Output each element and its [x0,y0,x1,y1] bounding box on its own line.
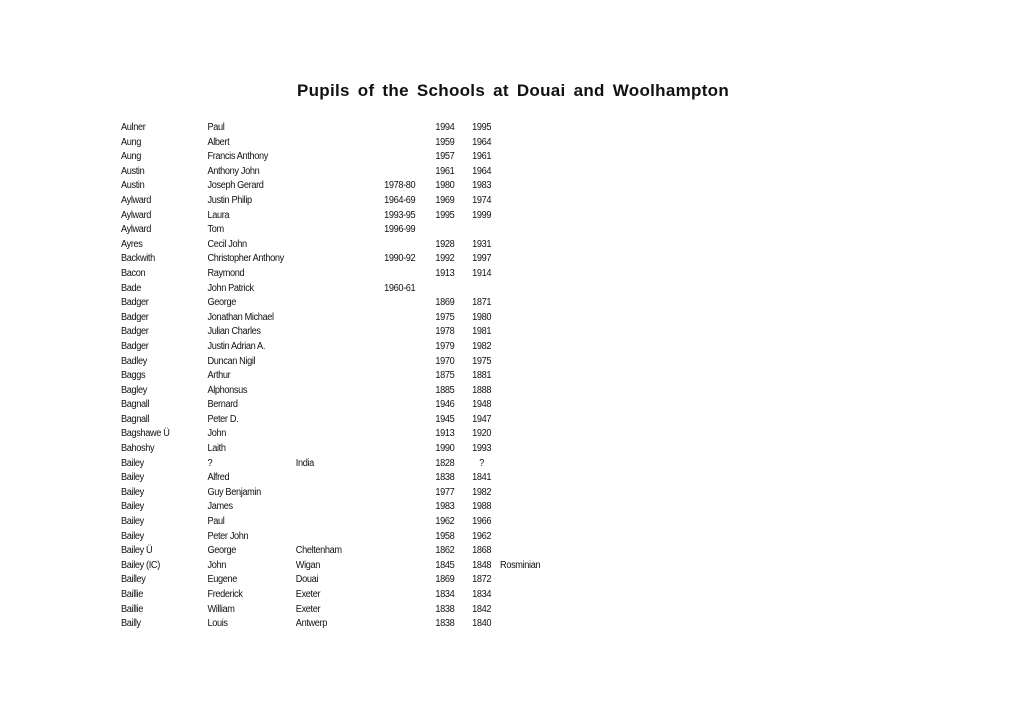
entry-year-cell: 1977 [435,486,455,498]
place-cell: India [295,457,314,469]
leaving-year-cell: 1964 [472,165,492,177]
surname-cell: Badger [121,340,149,352]
forenames-cell: Duncan Nigil [207,355,256,367]
leaving-year-cell: 1872 [472,574,492,586]
leaving-year-cell: 1993 [472,443,492,455]
entry-year-cell: 1834 [435,589,455,600]
forenames-cell: James [207,501,233,513]
forenames-cell: Tom [207,224,224,236]
forenames-cell: Joseph Gerard [207,180,264,192]
leaving-year-cell: 1988 [472,501,492,513]
leaving-year-cell: 1888 [472,384,492,396]
forenames-cell: Peter John [207,530,249,542]
entry-year-cell: 1913 [435,428,455,440]
forenames-cell: ? [207,457,213,469]
entry-year-cell: 1928 [435,238,455,250]
forenames-cell: Julian Charles [207,326,261,338]
entry-year-cell: 1885 [435,384,455,396]
surname-cell: Backwith [121,253,155,265]
prep-years-cell: 1978-80 [384,180,416,192]
leaving-year-cell: 1995 [472,122,492,133]
entry-year-cell: 1975 [435,311,455,323]
leaving-year-cell: 1981 [472,326,492,338]
surname-cell: Aylward [121,209,151,221]
entry-year-cell: 1828 [435,457,455,469]
forenames-cell: John Patrick [207,282,254,294]
leaving-year-cell: 1881 [472,370,492,382]
surname-cell: Bagnall [121,413,150,425]
entry-year-cell: 1980 [435,180,455,192]
leaving-year-cell: 1962 [472,530,492,542]
surname-cell: Bailley [121,574,146,586]
leaving-year-cell: 1840 [472,618,492,630]
forenames-cell: Jonathan Michael [207,311,274,323]
entry-year-cell: 1946 [435,399,455,411]
prep-years-cell: 1996-99 [384,224,416,236]
forenames-cell: John [207,559,226,571]
entry-year-cell: 1961 [435,165,455,177]
place-cell: Exeter [295,589,321,600]
leaving-year-cell: 1948 [472,399,492,411]
forenames-cell: Eugene [207,574,237,586]
forenames-cell: Raymond [207,267,245,279]
page-title: Pupils of the Schools at Douai and Woolhampton [296,81,730,100]
entry-year-cell: 1970 [435,355,455,367]
surname-cell: Bailey [121,501,144,513]
surname-cell: Austin [121,180,145,192]
surname-cell: Bailey [121,472,144,484]
surname-cell: Bailly [121,618,141,630]
forenames-cell: Anthony John [207,165,260,177]
surname-cell: Bailey [121,530,144,542]
surname-cell: Badger [121,326,149,338]
entry-year-cell: 1995 [435,209,455,221]
entry-year-cell: 1992 [435,253,455,265]
surname-cell: Badley [121,355,147,367]
surname-cell: Bailey [121,486,144,498]
forenames-cell: Arthur [207,370,231,382]
surname-cell: Bailey Ü [121,545,153,557]
surname-cell: Baillie [121,589,143,600]
leaving-year-cell: 1931 [472,238,492,250]
entry-year-cell: 1869 [435,574,455,586]
surname-cell: Bagnall [121,399,150,411]
leaving-year-cell: 1871 [472,297,492,309]
surname-cell: Aulner [121,122,146,133]
surname-cell: Aylward [121,224,151,236]
forenames-cell: George [207,297,236,309]
surname-cell: Ayres [121,238,143,250]
forenames-cell: William [207,603,235,615]
entry-year-cell: 1913 [435,267,455,279]
leaving-year-cell: 1975 [472,355,492,367]
leaving-year-cell: 1842 [472,603,492,615]
forenames-cell: Alphonsus [207,384,248,396]
surname-cell: Aung [121,136,142,148]
surname-cell: Bade [121,282,142,294]
forenames-cell: Francis Anthony [207,151,268,163]
leaving-year-cell: 1947 [472,413,492,425]
leaving-year-cell: 1841 [472,472,492,484]
entry-year-cell: 1845 [435,559,455,571]
leaving-year-cell: 1980 [472,311,492,323]
entry-year-cell: 1983 [435,501,455,513]
entry-year-cell: 1945 [435,413,455,425]
entry-year-cell: 1957 [435,151,455,163]
entry-year-cell: 1969 [435,194,455,206]
entry-year-cell: 1978 [435,326,455,338]
note-cell: Rosminian [500,559,541,571]
forenames-cell: Paul [207,122,225,133]
place-cell: Douai [295,574,319,586]
leaving-year-cell: 1982 [472,486,492,498]
place-cell: Exeter [295,603,321,615]
leaving-year-cell: ? [479,457,485,469]
forenames-cell: Louis [207,618,228,630]
entry-year-cell: 1838 [435,618,455,630]
surname-cell: Aung [121,151,142,163]
leaving-year-cell: 1999 [472,209,492,221]
entry-year-cell: 1994 [435,122,455,133]
leaving-year-cell: 1961 [472,151,492,163]
entry-year-cell: 1862 [435,545,455,557]
entry-year-cell: 1979 [435,340,455,352]
entry-year-cell: 1838 [435,472,455,484]
leaving-year-cell: 1964 [472,136,492,148]
entry-year-cell: 1875 [435,370,455,382]
forenames-cell: Bernard [207,399,238,411]
leaving-year-cell: 1914 [472,267,492,279]
place-cell: Cheltenham [295,545,342,557]
place-cell: Wigan [295,559,321,571]
leaving-year-cell: 1834 [472,589,492,600]
entry-year-cell: 1990 [435,443,455,455]
forenames-cell: Guy Benjamin [207,486,261,498]
leaving-year-cell: 1983 [472,180,492,192]
surname-cell: Bagley [121,384,147,396]
forenames-cell: Cecil John [207,238,247,250]
forenames-cell: Alfred [207,472,230,484]
entry-year-cell: 1838 [435,603,455,615]
forenames-cell: Peter D. [207,413,239,425]
entry-year-cell: 1959 [435,136,455,148]
forenames-cell: George [207,545,236,557]
surname-cell: Bahoshy [121,443,155,455]
surname-cell: Bailey (IC) [121,559,160,571]
forenames-cell: Justin Philip [207,194,252,206]
forenames-cell: John [207,428,226,440]
place-cell: Antwerp [295,618,327,630]
entry-year-cell: 1958 [435,530,455,542]
surname-cell: Aylward [121,194,151,206]
leaving-year-cell: 1966 [472,516,492,528]
forenames-cell: Christopher Anthony [207,253,284,265]
leaving-year-cell: 1982 [472,340,492,352]
leaving-year-cell: 1920 [472,428,492,440]
prep-years-cell: 1993-95 [384,209,416,221]
forenames-cell: Paul [207,516,225,528]
leaving-year-cell: 1997 [472,253,492,265]
surname-cell: Bagshawe Ü [121,428,170,440]
prep-years-cell: 1964-69 [384,194,416,206]
surname-cell: Bacon [121,267,146,279]
surname-cell: Austin [121,165,145,177]
surname-cell: Baillie [121,603,143,615]
prep-years-cell: 1960-61 [384,282,416,294]
forenames-cell: Laith [207,443,226,455]
surname-cell: Bailey [121,457,144,469]
prep-years-cell: 1990-92 [384,253,416,265]
forenames-cell: Albert [207,136,230,148]
forenames-cell: Frederick [207,589,243,600]
leaving-year-cell: 1848 [472,559,492,571]
surname-cell: Badger [121,311,149,323]
entry-year-cell: 1962 [435,516,455,528]
surname-cell: Badger [121,297,149,309]
forenames-cell: Justin Adrian A. [207,340,266,352]
leaving-year-cell: 1868 [472,545,492,557]
forenames-cell: Laura [207,209,230,221]
surname-cell: Baggs [121,370,146,382]
surname-cell: Bailey [121,516,144,528]
leaving-year-cell: 1974 [472,194,492,206]
entry-year-cell: 1869 [435,297,455,309]
